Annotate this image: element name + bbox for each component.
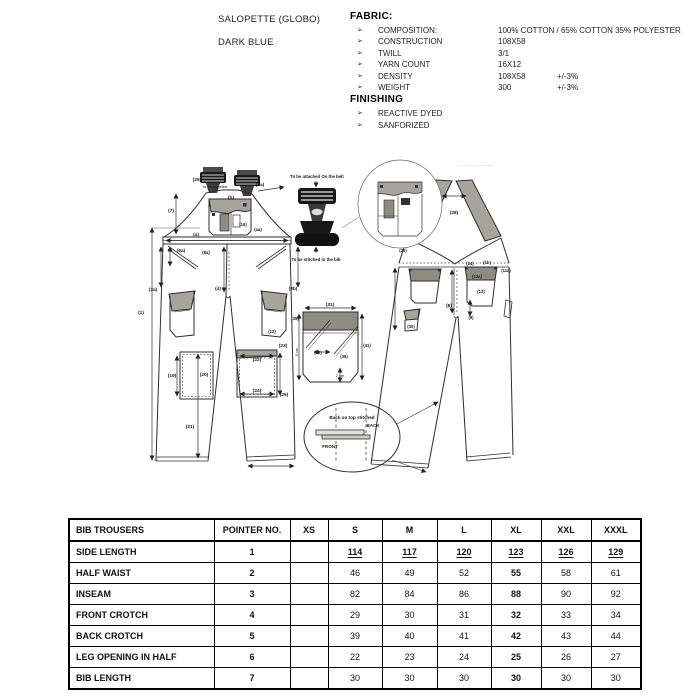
fabric-property-value: 100% COTTON / 65% COTTON 35% POLYESTER: [498, 26, 681, 35]
size-value: [290, 584, 328, 605]
size-value: 30: [491, 668, 541, 690]
column-header: XXXL: [591, 519, 641, 541]
size-value: 114: [328, 541, 382, 563]
arrow-bullet-icon: ➢: [357, 38, 363, 46]
size-value: 126: [541, 541, 591, 563]
annotation-label: To be attached On the belt: [290, 174, 344, 179]
size-value: 30: [541, 668, 591, 690]
size-value: 33: [541, 605, 591, 626]
annotation-label: (35): [291, 316, 299, 321]
measurement-name: BIB LENGTH: [69, 668, 214, 690]
size-value: 27: [591, 647, 641, 668]
annotation-label: 2 cm: [335, 373, 345, 378]
product-name: SALOPETTE (GLOBO): [218, 14, 321, 25]
size-value: 24: [437, 647, 491, 668]
fabric-property-label: WEIGHT: [378, 82, 410, 92]
measurement-name: FRONT CROTCH: [69, 605, 214, 626]
bib-pocket-magnifier: [342, 160, 442, 248]
fabric-property-label: DENSITY: [378, 71, 413, 81]
size-value: 40: [382, 626, 437, 647]
fabric-tolerance: +/-3%: [557, 71, 579, 81]
size-value: 44: [591, 626, 641, 647]
annotation-label: (23): [278, 344, 288, 349]
annotation-label: (7): [168, 209, 174, 214]
size-value: 86: [437, 584, 491, 605]
size-value: 117: [382, 541, 437, 563]
size-value: 31: [437, 605, 491, 626]
fabric-property-label: YARN COUNT: [378, 60, 431, 70]
size-value: [290, 541, 328, 563]
annotation-label: (4): [215, 287, 221, 292]
size-value: [290, 605, 328, 626]
column-header: BIB TROUSERS: [69, 519, 214, 541]
annotation-label: (25): [192, 178, 202, 183]
size-value: 55: [491, 563, 541, 584]
bib-pocket: [209, 199, 251, 235]
color-name: DARK BLUE: [218, 37, 274, 48]
size-value: 49: [382, 563, 437, 584]
size-value: [290, 626, 328, 647]
column-header: XL: [491, 519, 541, 541]
size-value: 30: [591, 668, 641, 690]
fabric-property-label: TWILL: [378, 48, 402, 58]
size-value: 123: [491, 541, 541, 563]
column-header: M: [382, 519, 437, 541]
front-buckle-left: [200, 167, 226, 193]
fabric-property-value: 108X58: [498, 37, 526, 47]
size-value: 82: [328, 584, 382, 605]
column-header: L: [437, 519, 491, 541]
size-value: 22: [328, 647, 382, 668]
table-row: [69, 626, 641, 647]
annotation-label: (3b): [288, 287, 298, 292]
size-value: 30: [382, 668, 437, 690]
annotation-label: (12a): [472, 274, 482, 279]
size-value: 61: [591, 563, 641, 584]
size-value: 88: [491, 584, 541, 605]
table-row: [69, 668, 641, 690]
table-row: [69, 605, 641, 626]
annotation-label: (30): [407, 324, 415, 329]
size-value: 30: [382, 605, 437, 626]
size-value: [290, 647, 328, 668]
size-value: 25: [491, 647, 541, 668]
arrow-bullet-icon: ➢: [357, 27, 363, 34]
pointer-number: 3: [214, 584, 290, 605]
annotation-label: (13): [477, 289, 485, 294]
size-value: 39: [328, 626, 382, 647]
annotation-label: (26): [399, 248, 407, 253]
size-table: [68, 518, 642, 690]
measurement-name: INSEAM: [69, 584, 214, 605]
annotation-label: (8): [446, 304, 452, 309]
arrow-bullet-icon: ➢: [357, 49, 363, 57]
annotation-label: (8a): [202, 250, 210, 255]
fabric-property-value: 3/1: [498, 48, 510, 58]
fabric-property-value: 300: [498, 82, 512, 92]
annotation-label: (12): [268, 329, 276, 334]
annotation-label: (6a): [176, 249, 186, 254]
table-row: [69, 541, 641, 563]
size-value: 30: [437, 668, 491, 690]
size-value: 84: [382, 584, 437, 605]
annotation-label: FRONT: [322, 444, 338, 449]
measurement-name: SIDE LENGTH: [69, 541, 214, 563]
size-value: 30: [328, 668, 382, 690]
annotation-label: (2a): [255, 183, 265, 188]
annotation-label: (39): [340, 354, 348, 359]
annotation-label: (aa): [254, 227, 262, 232]
annotation-label: (a): [193, 233, 199, 238]
size-value: 46: [328, 563, 382, 584]
arrow-bullet-icon: ➢: [357, 83, 363, 91]
pointer-number: 5: [214, 626, 290, 647]
annotation-label: (20): [199, 373, 209, 378]
size-value: 26: [541, 647, 591, 668]
annotation-label: (31): [325, 303, 335, 308]
arrow-bullet-icon: ➢: [357, 121, 363, 129]
annotation-label: (14): [466, 261, 474, 266]
annotation-label: (9): [468, 315, 474, 320]
annotation-label: Back on top stitched: [329, 415, 375, 420]
annotation-label: (36): [314, 350, 322, 355]
annotation-label: (19): [167, 374, 177, 379]
size-value: 41: [437, 626, 491, 647]
pointer-number: 4: [214, 605, 290, 626]
annotation-label: BACK: [366, 423, 380, 428]
annotation-label: (b): [227, 196, 235, 201]
annotation-label: (16): [239, 222, 247, 227]
side-pocket-left: [169, 291, 195, 337]
table-row: [69, 584, 641, 605]
size-value: 42: [491, 626, 541, 647]
back-pocket-left: [409, 269, 441, 303]
pointer-number: 2: [214, 563, 290, 584]
fabric-title: FABRIC:: [350, 11, 393, 22]
column-header: XS: [290, 519, 328, 541]
annotation-label: ·· ········ ·· ···········: [459, 163, 493, 168]
finishing-title: FINISHING: [350, 94, 404, 106]
annotation-label: (22): [252, 358, 262, 363]
size-value: 32: [491, 605, 541, 626]
measurement-name: BACK CROTCH: [69, 626, 214, 647]
arrow-bullet-icon: ➢: [357, 61, 363, 69]
annotation-label: (1): [138, 311, 144, 316]
hammer-loop: [404, 300, 512, 331]
size-value: 43: [541, 626, 591, 647]
size-value: 120: [437, 541, 491, 563]
annotation-label: To be stitched in the bib: [291, 257, 341, 262]
annotation-label: (3a): [148, 288, 158, 293]
size-value: 34: [591, 605, 641, 626]
column-header: POINTER NO.: [214, 519, 290, 541]
annotation-label: (28): [449, 211, 459, 216]
annotation-label: (11a): [501, 268, 511, 273]
finishing-item-label: SANFORIZED: [378, 120, 430, 130]
size-value: 90: [541, 584, 591, 605]
size-value: 92: [591, 584, 641, 605]
annotation-label: (25): [279, 393, 289, 398]
annotation-label: (24): [252, 389, 262, 394]
table-row: [69, 647, 641, 668]
arrow-bullet-icon: ➢: [357, 110, 363, 118]
annotation-label: (21): [185, 425, 195, 430]
buckle-hardware-detail: [295, 181, 339, 253]
fabric-property-label: COMPOSITION:: [378, 26, 438, 35]
measurement-name: LEG OPENING IN HALF: [69, 647, 214, 668]
column-header: S: [328, 519, 382, 541]
fabric-tolerance: +/-3%: [557, 82, 579, 92]
size-value: 52: [437, 563, 491, 584]
size-value: [290, 668, 328, 690]
size-value: 29: [328, 605, 382, 626]
annotation-label: 5 cm: [294, 347, 299, 357]
pointer-number: 1: [214, 541, 290, 563]
annotation-label: to be adjusted: [203, 185, 227, 189]
fabric-property-value: 16X12: [498, 60, 522, 70]
table-row: [69, 563, 641, 584]
size-value: [290, 563, 328, 584]
measurement-name: HALF WAIST: [69, 563, 214, 584]
size-value: 58: [541, 563, 591, 584]
fabric-property-label: CONSTRUCTION: [378, 37, 443, 47]
fabric-property-value: 108X58: [498, 71, 526, 81]
size-value: 23: [382, 647, 437, 668]
annotation-label: (1b): [483, 260, 491, 265]
column-header: XXL: [541, 519, 591, 541]
size-value: 129: [591, 541, 641, 563]
pointer-number: 6: [214, 647, 290, 668]
arrow-bullet-icon: ➢: [357, 72, 363, 80]
pocket-construction-detail: [299, 308, 362, 382]
table-header-row: [69, 519, 641, 541]
annotation-label: (41): [363, 343, 371, 348]
pointer-number: 7: [214, 668, 290, 690]
finishing-item-label: REACTIVE DYED: [378, 109, 443, 119]
